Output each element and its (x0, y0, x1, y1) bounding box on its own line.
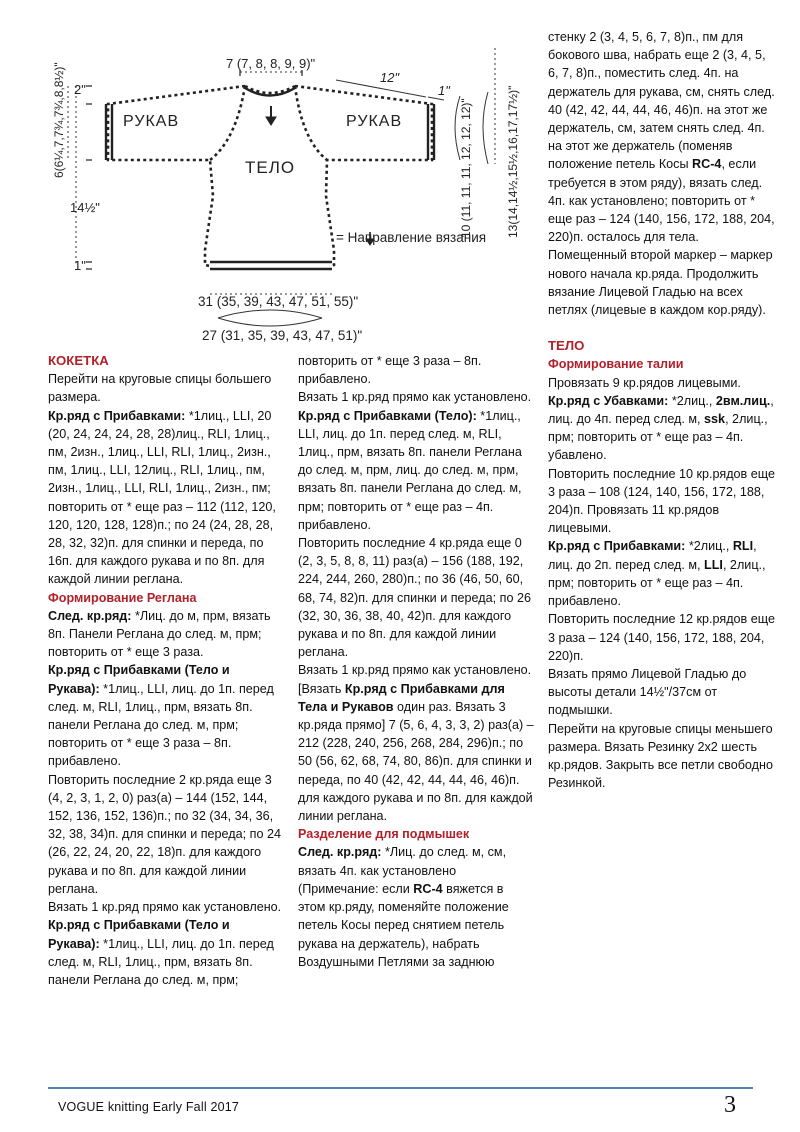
paragraph: повторить от * еще 3 раза – 8п. прибавлено. (298, 354, 482, 387)
schematic-diagram (40, 30, 540, 350)
column-2 (298, 352, 534, 971)
hem-depth-label: 1" (74, 258, 86, 273)
paragraph: [Вязать Кр.ряд с Прибавками для Тела и Рукавов один раз. Вязать 3 кр.ряда прямо] 7 (5, 6, 4, 3, 3, 2) раз(а) – 212 (228, 240, 256, 268, 284, 296)п.; по 50 (56, 62, 68, 74, 80, 86)п. для спинки и переда, по 40 (42, 42, 44, 44, 46, 46)п. для каждого рукава и по 8п. для каждой линии реглана. (298, 681, 534, 824)
chest-label: 31 (35, 39, 43, 47, 51, 55)" (198, 294, 359, 309)
body-label: ТЕЛО (245, 158, 296, 177)
left-vertical-label: 6(6¼,7,7¾,7¾,8,8½)" (52, 62, 66, 178)
raglan-length-label: 12" (380, 70, 400, 85)
sleeve-left-label: РУКАВ (123, 113, 180, 130)
sleeve-top-label: 1" (438, 83, 450, 98)
section-heading-koketka: КОКЕТКА (48, 353, 109, 368)
upper-arm-label: 13(14,14½,15½,16,17,17½)" (506, 85, 520, 238)
paragraph: Повторить последние 10 кр.рядов еще 3 раза – 108 (124, 140, 156, 172, 188, 204)п. Провязать 11 кр.рядов лицевыми. (548, 466, 775, 536)
paragraph: Кр.ряд с Прибавками: *1лиц., LLI, 20 (20, 24, 24, 24, 28, 28)лиц., RLI, 1лиц., пм, 2изн., 1лиц., LLI, RLI, 1лиц., 2изн., пм, 1лиц., LLI, 12лиц., RLI, 1лиц., пм, 2изн., 1лиц., LLI, RLI, 1лиц., 2изн., пм; повторить от * еще раз – 112 (112, 120, 120, 120, 128, 128)п.; по 24 (24, 28, 28, 28, 32, 32)п. для спинки и переда, по 16п. для каждого рукава и по 8п. для каждой линии реглана. (48, 408, 276, 587)
paragraph: Кр.ряд с Прибавками (Тело): *1лиц., LLI, лиц. до 1п. перед след. м, RLI, 1лиц., прм, вязать 8п. панели Реглана до след. м, прм, лиц. до след. м, прм, вязать 8п. панели Реглана до след. м, прм; повторить от * еще раз – 4п. прибавлено. (298, 408, 522, 532)
paragraph: Перейти на круговые спицы большего размера. (48, 372, 272, 405)
section-heading-underarm: Разделение для подмышек (298, 827, 470, 842)
section-heading-raglan: Формирование Реглана (48, 590, 197, 605)
body-length-label: 14½" (70, 200, 100, 215)
waist-label: 27 (31, 35, 39, 43, 47, 51)" (202, 328, 363, 343)
column-1 (48, 352, 284, 989)
neck-width-label: 7 (7, 8, 8, 9, 9)" (226, 56, 316, 71)
direction-legend: = Направление вязания (336, 230, 487, 245)
page-number: 3 (724, 1092, 736, 1118)
section-heading-telo: ТЕЛО (548, 338, 585, 354)
paragraph: Перейти на круговые спицы меньшего размера. Вязать Резинку 2х2 шесть кр.рядов. Закрыть все петли свободно Резинкой. (548, 721, 773, 791)
paragraph: Кр.ряд с Прибавками: *2лиц., RLI, лиц. до 2п. перед след. м, LLI, 2лиц., прм; повторить от * еще раз – 4п. прибавлено. (548, 539, 766, 609)
paragraph: Повторить последние 12 кр.рядов еще 3 раза – 124 (140, 156, 172, 188, 204, 220)п. (548, 612, 775, 663)
paragraph: Вязать прямо Лицевой Гладью до высоты детали 14½"/37см от подмышки. (548, 666, 747, 718)
paragraph: Повторить последние 2 кр.ряда еще 3 (4, 2, 3, 1, 2, 0) раз(а) – 144 (152, 144, 152, 136, 152, 136)п.; по 32 (34, 34, 36, 32, 38, 34)п. для спинки и переда; по 24 (26, 22, 24, 20, 22, 18)п. для каждого рукава и по 8п. для каждой линии реглана. (48, 772, 281, 896)
paragraph: Кр.ряд с Прибавками (Тело и Рукава): *1лиц., LLI, лиц. до 1п. перед след. м, RLI, 1лиц., прм, вязать 8п. панели Реглана до след. м, прм; (48, 918, 274, 987)
paragraph: Вязать 1 кр.ряд прямо как установлено. (298, 390, 532, 405)
footer-divider (48, 1087, 753, 1089)
paragraph: Провязать 9 кр.рядов лицевыми. (548, 375, 741, 390)
sleeve-width-label: 10 (11, 11, 11, 12, 12, 12)" (459, 98, 473, 238)
paragraph: Вязать 1 кр.ряд прямо как установлено. (48, 900, 282, 915)
sleeve-right-label: РУКАВ (346, 113, 403, 130)
column-3 (548, 28, 778, 792)
paragraph: След. кр.ряд: *Лиц. до м, прм, вязать 8п. Панели Реглана до след. м, прм; повторить от * еще 3 раза. (48, 608, 271, 660)
paragraph: Кр.ряд с Убавками: *2лиц., 2вм.лиц., лиц. до 4п. перед след. м, ssk, 2лиц., прм; повторить от * еще раз – 4п. убавлено. (548, 393, 774, 463)
paragraph: След. кр.ряд: *Лиц. до след. м, см, вязать 4п. как установлено (Примечание: если RC-4 вяжется в этом кр.ряду, поменяйте положение петель Косы перед снятием петель рукава на держатель), набрать Воздушными Петлями за заднюю (298, 845, 509, 969)
yoke-depth-label: 2" (74, 82, 86, 97)
paragraph: Повторить последние 4 кр.ряда еще 0 (2, 3, 5, 8, 8, 11) раз(а) – 156 (188, 192, 224, 244, 260, 280)п.; по 36 (46, 50, 60, 68, 74, 82)п. для спинки и переда; по 26 (32, 30, 36, 38, 40, 42)п. для каждого рукава и по 8п. для каждой линии реглана. (298, 536, 531, 660)
section-heading-waist: Формирование талии (548, 357, 684, 372)
paragraph: Кр.ряд с Прибавками (Тело и Рукава): *1лиц., LLI, лиц. до 1п. перед след. м, RLI, 1лиц., прм, вязать 8п. панели Реглана до след. м, прм; повторить от * еще 3 раза – 8п. прибавлено. (48, 663, 274, 769)
footer-title: VOGUE knitting Early Fall 2017 (58, 1100, 240, 1114)
paragraph: Вязать 1 кр.ряд прямо как установлено. (298, 663, 532, 678)
paragraph: стенку 2 (3, 4, 5, 6, 7, 8)п., пм для бокового шва, набрать еще 2 (3, 4, 5, 6, 7, 8)п., поместить след. 4п. на держатель для рукава, см, снять след. 40 (42, 42, 44, 44, 46, 46)п. на этот же держатель, см, затем снять след. 4п. на этот же держатель (поменяв положение петель Косы RC-4, если требуется в этом ряду), вязать след. 4п. как установлено; повторить от * еще раз – 124 (140, 156, 172, 188, 204, 220)п. осталось для тела. (548, 30, 775, 245)
paragraph: Помещенный второй маркер – маркер нового начала кр.ряда. Продолжить вязание Лицевой Гладью на всех петлях (лицевые в каждом кор.ряду). (548, 248, 773, 318)
